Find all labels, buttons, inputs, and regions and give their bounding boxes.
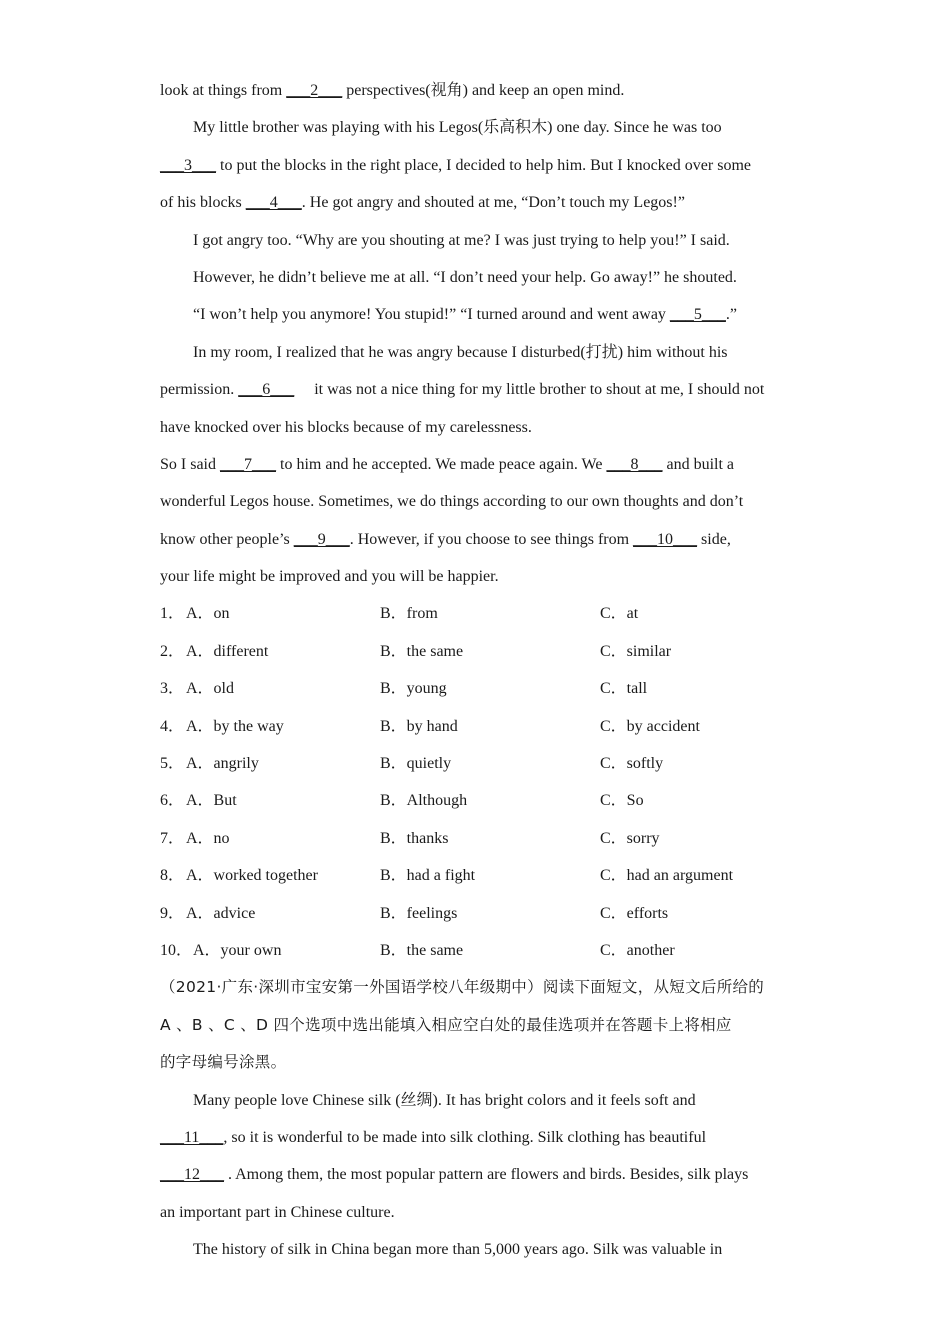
option-a: A．advice [186, 904, 256, 922]
option-b: B．by hand [380, 717, 458, 735]
option-b: B．feelings [380, 904, 458, 922]
question-number: 1． [160, 605, 185, 623]
option-b: B．young [380, 680, 447, 698]
passage1-line-6: However, he didn’t believe me at all. “I don’t need your help. Go away!” he shouted. [193, 268, 737, 286]
option-row-9 [160, 895, 800, 932]
option-a: A．your own [193, 941, 282, 959]
text: side, [697, 530, 731, 548]
passage2-line-3 [160, 1156, 800, 1193]
blank-11: ___11___ [160, 1128, 224, 1146]
text: , so it is wonderful to be made into silk clothing. Silk clothing has beautiful [223, 1128, 707, 1146]
passage1-line-10: have knocked over his blocks because of my carelessness. [160, 418, 532, 436]
option-c: C．another [600, 941, 675, 959]
option-row-3 [160, 670, 800, 707]
instruction-line-2: A 、B 、C 、D 四个选项中选出能填入相应空白处的最佳选项并在答题卡上将相应 [160, 1015, 732, 1034]
option-a: A．by the way [186, 717, 284, 735]
passage1-line-4 [160, 184, 800, 221]
option-c: C．at [600, 605, 639, 623]
instruction-line-1: （2021·广东·深圳市宝安第一外国语学校八年级期中）阅读下面短文，从短文后所给的 [160, 978, 765, 997]
text: to him and he accepted. We made peace again. We [276, 455, 607, 473]
option-a: A．worked together [186, 867, 318, 885]
passage1-line-5: I got angry too. “Why are you shouting at me? I was just trying to help you!” I said. [193, 231, 730, 249]
option-a: A．different [186, 642, 269, 660]
passage1-line-14: your life might be improved and you will be happier. [160, 568, 499, 586]
instruction-line-3: 的字母编号涂黑。 [160, 1053, 287, 1072]
passage1-line-2: My little brother was playing with his Legos(乐高积木) one day. Since he was too [193, 119, 722, 137]
question-number: 3． [160, 680, 185, 698]
text: . Among them, the most popular pattern are flowers and birds. Besides, silk plays [224, 1166, 749, 1184]
blank-5: ___5___ [669, 306, 726, 324]
option-c: C．tall [600, 680, 648, 698]
blank-12: ___12___ [160, 1166, 224, 1184]
text: look at things from [160, 82, 287, 99]
text: “I won’t help you anymore! You stupid!” “I turned around and went away [193, 306, 670, 324]
option-b: B．the same [380, 941, 464, 959]
passage2-line-1: Many people love Chinese silk (丝绸). It has bright colors and it feels soft and [193, 1091, 696, 1109]
question-number: 5． [160, 755, 185, 773]
blank-4: ___4___ [245, 194, 302, 212]
passage1-line-9 [160, 371, 800, 408]
option-c: C．efforts [600, 904, 669, 922]
option-b: B．from [380, 605, 438, 623]
option-row-10 [160, 932, 800, 969]
option-c: C．similar [600, 642, 672, 660]
option-a: A．old [186, 680, 235, 698]
passage1-line-13 [160, 521, 800, 558]
text: permission. [160, 381, 239, 399]
option-row-7 [160, 820, 800, 857]
passage1-line-8: In my room, I realized that he was angry because I disturbed(打扰) him without his [193, 343, 728, 361]
question-number: 8． [160, 867, 185, 885]
blank-3: ___3___ [160, 156, 216, 174]
option-row-5 [160, 745, 800, 782]
question-number: 4． [160, 717, 185, 735]
passage1-line-11 [160, 446, 800, 483]
passage1-line-12: wonderful Legos house. Sometimes, we do things according to our own thoughts and don’t [160, 493, 744, 511]
passage2-line-2 [160, 1119, 800, 1156]
text: know other people’s [160, 530, 294, 548]
option-a: A．angrily [186, 755, 259, 773]
passage1-line-3 [160, 147, 800, 184]
text: it was not a nice thing for my little brother to shout at me, I should not [294, 381, 765, 399]
text: So I said [160, 455, 220, 473]
text: .” [725, 306, 738, 324]
text: perspectives(视角) and keep an open mind. [342, 82, 625, 99]
passage2-line-5: The history of silk in China began more than 5,000 years ago. Silk was valuable in [193, 1241, 723, 1259]
blank-2: ___2___ [286, 82, 343, 99]
option-row-8 [160, 857, 800, 894]
document-page [160, 72, 800, 1269]
question-number: 9． [160, 904, 185, 922]
passage1-line-7 [160, 296, 800, 333]
text: . He got angry and shouted at me, “Don’t touch my Legos!” [301, 194, 685, 212]
blank-10: ___10___ [633, 530, 698, 548]
blank-9: ___9___ [293, 530, 350, 548]
text: of his blocks [160, 194, 246, 212]
option-row-1 [160, 595, 800, 632]
option-b: B．had a fight [380, 867, 476, 885]
blank-7: ___7___ [220, 455, 276, 473]
option-c: C．sorry [600, 829, 660, 847]
text: and built a [662, 455, 735, 473]
blank-6: ___6___ [238, 381, 295, 399]
question-number: 2． [160, 642, 185, 660]
option-b: B．the same [380, 642, 464, 660]
option-row-6 [160, 782, 800, 819]
question-number: 10． [160, 941, 193, 959]
option-b: B．quietly [380, 755, 452, 773]
option-c: C．So [600, 792, 644, 810]
question-number: 6． [160, 792, 185, 810]
option-b: B．Although [380, 792, 468, 810]
passage1-line-1 [160, 72, 800, 109]
option-c: C．had an argument [600, 867, 734, 885]
option-a: A．on [186, 605, 230, 623]
option-a: A．But [186, 792, 237, 810]
option-row-2 [160, 633, 800, 670]
passage2-line-4: an important part in Chinese culture. [160, 1203, 395, 1221]
option-b: B．thanks [380, 829, 449, 847]
text: to put the blocks in the right place, I decided to help him. But I knocked over some [216, 156, 751, 174]
option-row-4 [160, 708, 800, 745]
question-number: 7． [160, 829, 185, 847]
option-a: A．no [186, 829, 230, 847]
blank-8: ___8___ [606, 455, 663, 473]
option-c: C．softly [600, 755, 664, 773]
text: . However, if you choose to see things from [349, 530, 634, 548]
option-c: C．by accident [600, 717, 700, 735]
